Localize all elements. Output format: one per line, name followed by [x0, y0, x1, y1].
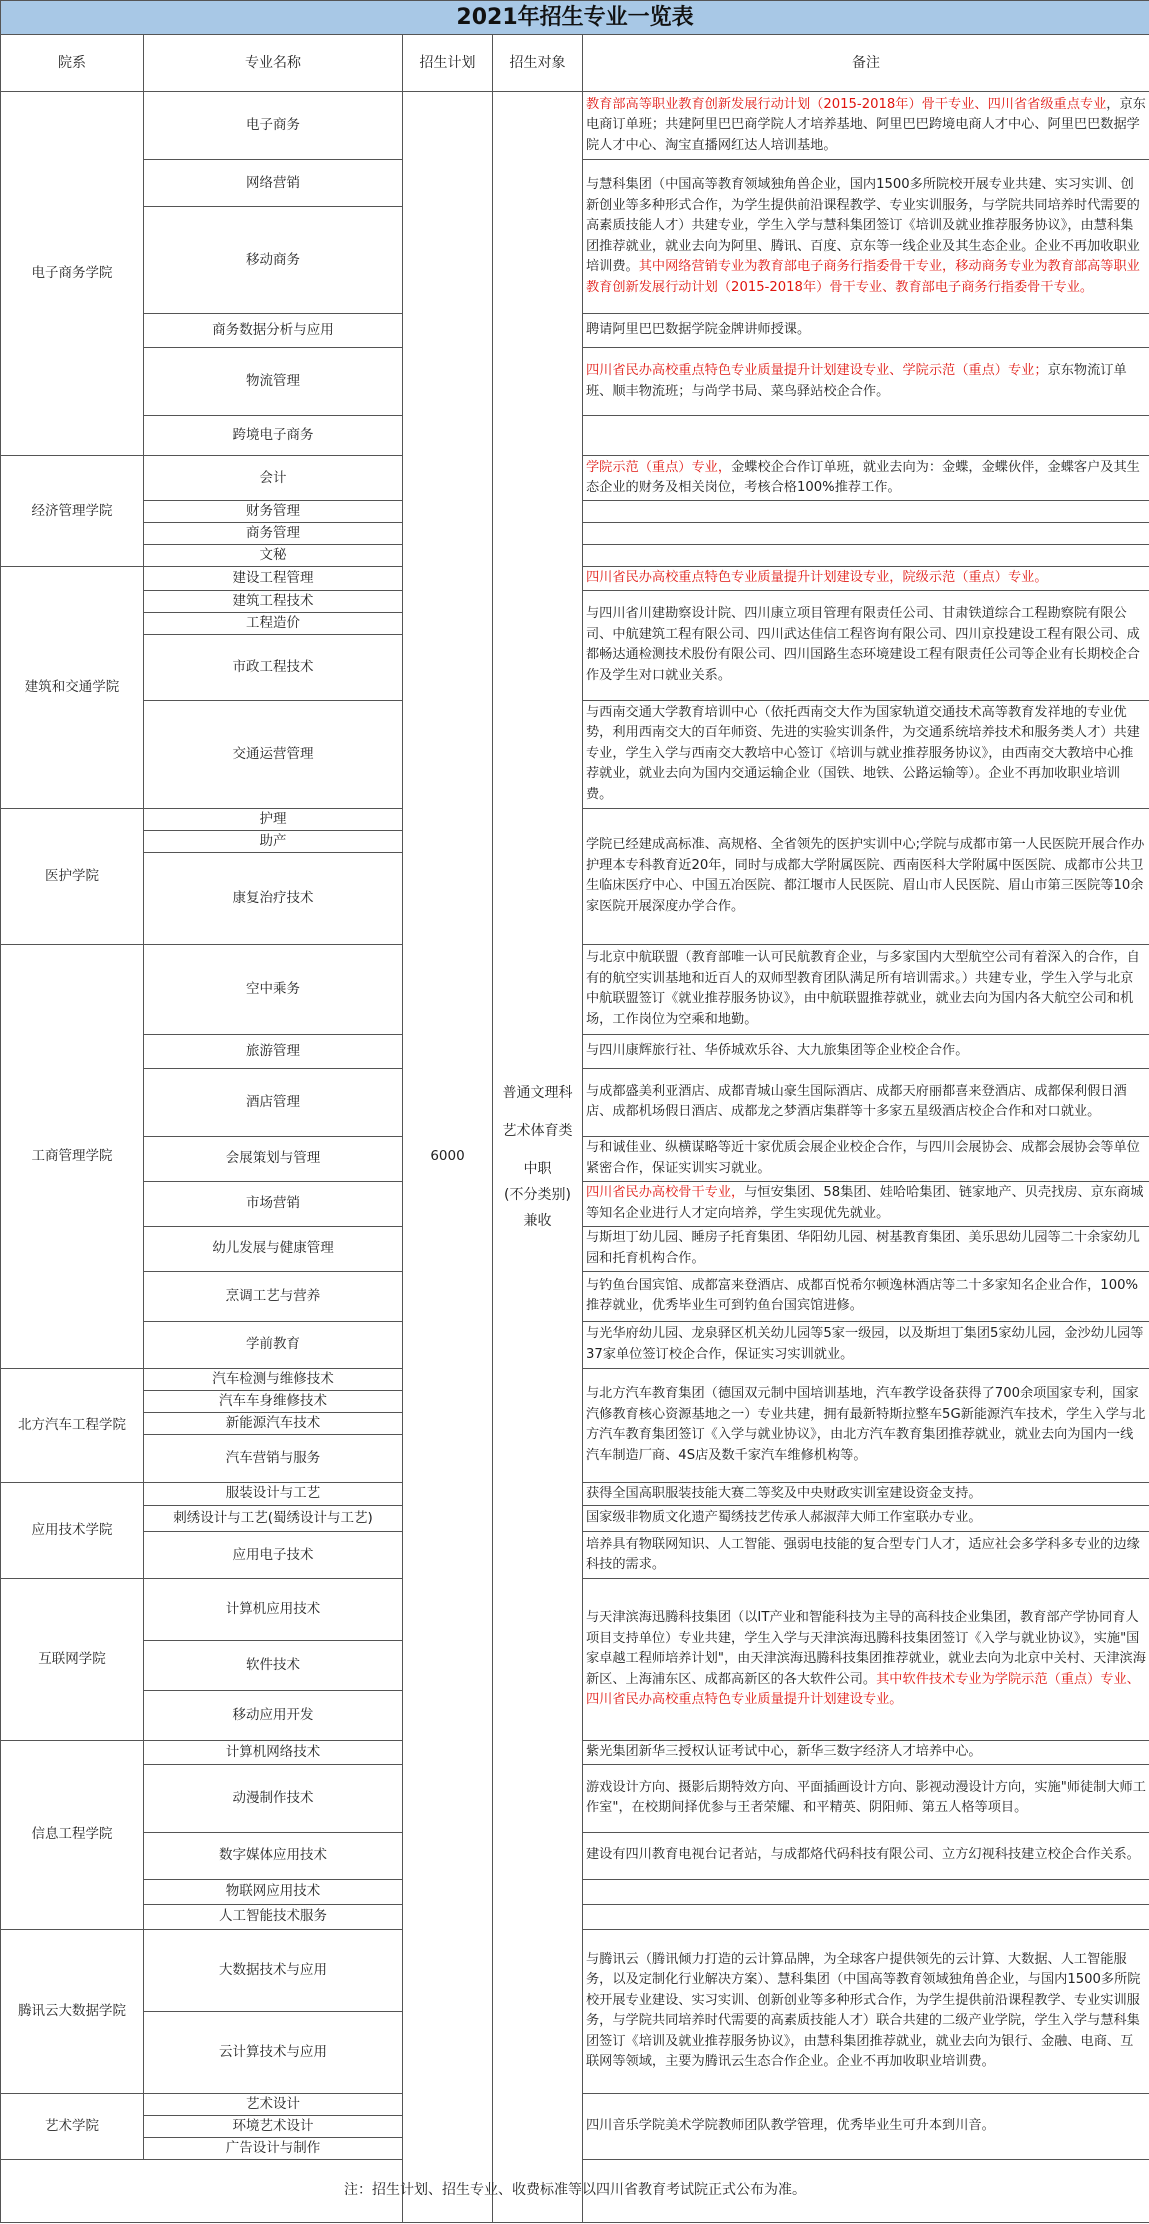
remark-cell: 紫光集团新华三授权认证考试中心，新华三数字经济人才培养中心。: [583, 1741, 1149, 1765]
major-cell: 康复治疗技术: [144, 852, 403, 944]
major-cell: 汽车车身维修技术: [144, 1390, 403, 1412]
major-cell: 文秘: [144, 545, 403, 567]
header-plan: 招生计划: [403, 35, 493, 92]
page-title: 2021年招生专业一览表: [1, 1, 1149, 35]
major-cell: 计算机应用技术: [144, 1579, 403, 1641]
remark-cell: 与腾讯云（腾讯倾力打造的云计算品牌，为全球客户提供领先的云计算、大数据、人工智能服务，以及定制化行业解决方案）、慧科集团（中国高等教育领域独角兽企业，与国内1500多所院校开展专业建设、实习实训、创新创业等多种形式合作，为学生提供前沿课程教学、专业实训服务，与学院共同培养时代需要的高素质技能人才）联合共建的二级产业学院，学生入学与慧科集团签订《培训及就业推荐服务协议》，由慧科集团推荐就业，就业去向为银行、金融、电商、互联网等领域，主要为腾讯云生态合作企业。企业不再加收职业培训费。: [583, 1929, 1149, 2093]
major-cell: 学前教育: [144, 1321, 403, 1368]
major-cell: 应用电子技术: [144, 1532, 403, 1579]
remark-highlight: 其中网络营销专业为教育部电子商务行指委骨干专业，移动商务专业为教育部高等职业教育创新发展行动计划（2015-2018年）骨干专业、教育部电子商务行指委骨干专业。: [586, 259, 1140, 295]
major-cell: 电子商务: [144, 92, 403, 160]
remark-cell: [583, 501, 1149, 523]
remark-cell: 与四川康辉旅行社、华侨城欢乐谷、大九旅集团等企业校企合作。: [583, 1034, 1149, 1068]
plan-cell: 6000: [403, 92, 493, 2223]
remark-cell: [583, 1181, 1149, 1226]
remark-text: 与天津滨海迅腾科技集团（以IT产业和智能科技为主导的高科技企业集团，教育部产学协同育人项目支持单位）专业共建，学生入学与天津滨海迅腾科技集团签订《入学与就业协议》，实施"国家卓越工程师培养计划"，由天津滨海迅腾科技集团推荐就业，就业去向为北京中关村、天津滨海新区、上海浦东区、成都高新区的各大软件公司。: [586, 1610, 1146, 1687]
remark-text: 金蝶校企合作订单班，就业去向为：金蝶，金蝶伙伴，金蝶客户及其生态企业的财务及相关岗位，考核合格100%推荐工作。: [586, 459, 1140, 495]
college-cell: 医护学院: [1, 808, 144, 944]
remark-highlight: 学院示范（重点）专业，: [586, 459, 732, 475]
college-cell: 互联网学院: [1, 1579, 144, 1741]
remark-text: 京东物流订单班、顺丰物流班；与尚学书局、菜鸟驿站校企合作。: [586, 363, 1127, 399]
major-cell: 旅游管理: [144, 1034, 403, 1068]
footer-note: 注：招生计划、招生专业、收费标准等以四川省教育考试院正式公布为准。: [1, 2159, 1149, 2222]
major-cell: 跨境电子商务: [144, 416, 403, 456]
header-major: 专业名称: [144, 35, 403, 92]
remark-cell: 建设有四川教育电视台记者站，与成都烙代码科技有限公司、立方幻视科技建立校企合作关系。: [583, 1832, 1149, 1879]
remark-cell: [583, 160, 1149, 314]
header-college: 院系: [1, 35, 144, 92]
major-cell: 空中乘务: [144, 944, 403, 1034]
major-cell: 幼儿发展与健康管理: [144, 1226, 403, 1271]
major-cell: 市政工程技术: [144, 634, 403, 700]
header-target: 招生对象: [493, 35, 583, 92]
major-cell: 计算机网络技术: [144, 1741, 403, 1765]
major-cell: 物联网应用技术: [144, 1879, 403, 1904]
remark-highlight: 其中软件技术专业为学院示范（重点）专业、四川省民办高校重点特色专业质量提升计划建设专业。: [586, 1671, 1140, 1708]
remark-cell: 与成都盛美利亚酒店、成都青城山豪生国际酒店、成都天府丽都喜来登酒店、成都保利假日酒店、成都机场假日酒店、成都龙之梦酒店集群等十多家五星级酒店校企合作和对口就业。: [583, 1068, 1149, 1136]
remark-cell: 与西南交通大学教育培训中心（依托西南交大作为国家轨道交通技术高等教育发祥地的专业优势，利用西南交大的百年师资、先进的实验实训条件，为交通系统培养技术和服务类人才）共建专业，学生入学与西南交大教培中心签订《培训与就业推荐服务协议》，由西南交大教培中心推荐就业，就业去向为国内交通运输企业（国铁、地铁、公路运输等）。企业不再加收职业培训费。: [583, 700, 1149, 808]
major-cell: 移动应用开发: [144, 1691, 403, 1741]
remark-highlight: 四川省民办高校重点特色专业质量提升计划建设专业、学院示范（重点）专业；: [586, 363, 1048, 378]
major-cell: 动漫制作技术: [144, 1764, 403, 1832]
target-line: 艺术体育类: [502, 1122, 573, 1139]
major-cell: 会计: [144, 456, 403, 501]
remark-text: ，京东电商订单班；共建阿里巴巴商学院人才培养基地、阿里巴巴跨境电商人才中心、阿里巴巴数据学院人才中心、淘宝直播网红达人培训基地。: [586, 96, 1146, 153]
major-cell: 建设工程管理: [144, 567, 403, 591]
major-cell: 物流管理: [144, 348, 403, 416]
college-cell: 信息工程学院: [1, 1741, 144, 1930]
remark-cell: [583, 1904, 1149, 1929]
remark-cell: 与北京中航联盟（教育部唯一认可民航教育企业，与多家国内大型航空公司有着深入的合作，自有的航空实训基地和近百人的双师型教育团队满足所有培训需求。）共建专业，学生入学与北京中航联盟签订《就业推荐服务协议》，由中航联盟推荐就业，就业去向为国内各大航空公司和机场，工作岗位为空乘和地勤。: [583, 944, 1149, 1034]
target-line: 兼收: [523, 1212, 552, 1229]
major-cell: 环境艺术设计: [144, 2115, 403, 2137]
target-line: 普通文理科: [502, 1084, 573, 1101]
major-cell: 护理: [144, 808, 403, 830]
major-cell: 助产: [144, 830, 403, 852]
major-cell: 人工智能技术服务: [144, 1904, 403, 1929]
remark-cell: [583, 1579, 1149, 1741]
major-cell: 刺绣设计与工艺(蜀绣设计与工艺): [144, 1506, 403, 1532]
major-cell: 数字媒体应用技术: [144, 1832, 403, 1879]
remark-cell: 聘请阿里巴巴数据学院金牌讲师授课。: [583, 314, 1149, 348]
major-cell: 汽车营销与服务: [144, 1434, 403, 1482]
remark-cell: [583, 348, 1149, 416]
remark-cell: [583, 523, 1149, 545]
remark-cell: 游戏设计方向、摄影后期特效方向、平面插画设计方向、影视动漫设计方向，实施"师徒制大师工作室"，在校期间择优参与王者荣耀、和平精英、阴阳师、第五人格等项目。: [583, 1764, 1149, 1832]
remark-cell: 与光华府幼儿园、龙泉驿区机关幼儿园等5家一级园，以及斯坦丁集团5家幼儿园，金沙幼儿园等37家单位签订校企合作，保证实习实训就业。: [583, 1321, 1149, 1368]
college-cell: 电子商务学院: [1, 92, 144, 456]
college-cell: 建筑和交通学院: [1, 567, 144, 809]
remark-cell: [583, 456, 1149, 501]
major-cell: 汽车检测与维修技术: [144, 1368, 403, 1390]
major-cell: 酒店管理: [144, 1068, 403, 1136]
college-cell: 腾讯云大数据学院: [1, 1929, 144, 2093]
major-cell: 大数据技术与应用: [144, 1929, 403, 2011]
remark-cell: 与北方汽车教育集团（德国双元制中国培训基地，汽车教学设备获得了700余项国家专利，国家汽修教育核心资源基地之一）专业共建，拥有最新特斯拉整车5G新能源汽车技术，学生入学与北方汽车教育集团签订《入学与就业协议》，由北方汽车教育集团推荐就业，就业去向为国内一线汽车制造厂商、4S店及数千家汽车维修机构等。: [583, 1368, 1149, 1482]
remark-cell: [583, 1879, 1149, 1904]
major-cell: 工程造价: [144, 612, 403, 634]
major-cell: 软件技术: [144, 1641, 403, 1691]
major-cell: 广告设计与制作: [144, 2137, 403, 2159]
major-cell: 网络营销: [144, 160, 403, 207]
remark-cell: 与斯坦丁幼儿园、睡房子托育集团、华阳幼儿园、树基教育集团、美乐思幼儿园等二十余家幼儿园和托育机构合作。: [583, 1226, 1149, 1271]
remark-text: 与恒安集团、58集团、娃哈哈集团、链家地产、贝壳找房、京东商城等知名企业进行人才定向培养，学生实现优先就业。: [586, 1185, 1144, 1221]
remark-cell: [583, 416, 1149, 456]
major-cell: 新能源汽车技术: [144, 1412, 403, 1434]
remark-cell: 与和诚佳业、纵横谋略等近十家优质会展企业校企合作，与四川会展协会、成都会展协会等单位紧密合作，保证实训实习就业。: [583, 1136, 1149, 1181]
remark-highlight: 教育部高等职业教育创新发展行动计划（2015-2018年）骨干专业、四川省省级重点专业: [586, 96, 1107, 112]
major-cell: 建筑工程技术: [144, 590, 403, 612]
major-cell: 市场营销: [144, 1181, 403, 1226]
remark-cell: 培养具有物联网知识、人工智能、强弱电技能的复合型专门人才，适应社会多学科多专业的边缘科技的需求。: [583, 1532, 1149, 1579]
college-cell: 应用技术学院: [1, 1482, 144, 1579]
major-cell: 交通运营管理: [144, 700, 403, 808]
target-line: (不分类别): [504, 1186, 571, 1203]
remark-cell: 获得全国高职服装技能大赛二等奖及中央财政实训室建设资金支持。: [583, 1482, 1149, 1506]
major-cell: 艺术设计: [144, 2093, 403, 2115]
college-cell: 艺术学院: [1, 2093, 144, 2159]
major-cell: 会展策划与管理: [144, 1136, 403, 1181]
remark-highlight: 四川省民办高校骨干专业，: [586, 1185, 745, 1200]
remark-cell: 与钓鱼台国宾馆、成都富来登酒店、成都百悦希尔顿逸林酒店等二十多家知名企业合作，100%推荐就业，优秀毕业生可到钓鱼台国宾馆进修。: [583, 1271, 1149, 1321]
major-cell: 服装设计与工艺: [144, 1482, 403, 1506]
remark-cell: [583, 92, 1149, 160]
college-cell: 北方汽车工程学院: [1, 1368, 144, 1482]
remark-cell: 学院已经建成高标准、高规格、全省领先的医护实训中心;学院与成都市第一人民医院开展合作办护理本专科教育近20年，同时与成都大学附属医院、西南医科大学附属中医医院、成都市公共卫生临床医疗中心、中国五冶医院、都江堰市人民医院、眉山市人民医院、眉山市第三医院等10余家医院开展深度办学合作。: [583, 808, 1149, 944]
target-cell: [493, 92, 583, 2223]
remark-cell: 与四川省川建勘察设计院、四川康立项目管理有限责任公司、甘肃铁道综合工程勘察院有限公司、中航建筑工程有限公司、四川武达佳信工程咨询有限公司、四川京投建设工程有限公司、成都畅达通检测技术股份有限公司、四川国路生态环境建设工程有限责任公司等企业有长期校企合作及学生对口就业关系。: [583, 590, 1149, 700]
remark-cell: 四川省民办高校重点特色专业质量提升计划建设专业，院级示范（重点）专业。: [583, 567, 1149, 591]
major-cell: 商务管理: [144, 523, 403, 545]
major-cell: 商务数据分析与应用: [144, 314, 403, 348]
college-cell: 工商管理学院: [1, 944, 144, 1368]
remark-cell: 四川音乐学院美术学院教师团队教学管理，优秀毕业生可升本到川音。: [583, 2093, 1149, 2159]
major-cell: 财务管理: [144, 501, 403, 523]
major-cell: 烹调工艺与营养: [144, 1271, 403, 1321]
remark-cell: [583, 545, 1149, 567]
target-line: 中职: [523, 1160, 552, 1177]
remark-cell: 国家级非物质文化遗产蜀绣技艺传承人郝淑萍大师工作室联办专业。: [583, 1506, 1149, 1532]
major-cell: 移动商务: [144, 207, 403, 314]
header-remark: 备注: [583, 35, 1149, 92]
college-cell: 经济管理学院: [1, 456, 144, 567]
major-cell: 云计算技术与应用: [144, 2011, 403, 2093]
remark-text: 与慧科集团（中国高等教育领域独角兽企业，国内1500多所院校开展专业共建、实习实训、创新创业等多种形式合作，为学生提供前沿课程教学、专业实训服务，与学院共同培养时代需要的高素质技能人才）共建专业，学生入学与慧科集团签订《培训及就业推荐服务协议》，由慧科集团推荐就业，就业去向为阿里、腾讯、百度、京东等一线企业及其生态企业。企业不再加收职业培训费。: [586, 177, 1140, 274]
